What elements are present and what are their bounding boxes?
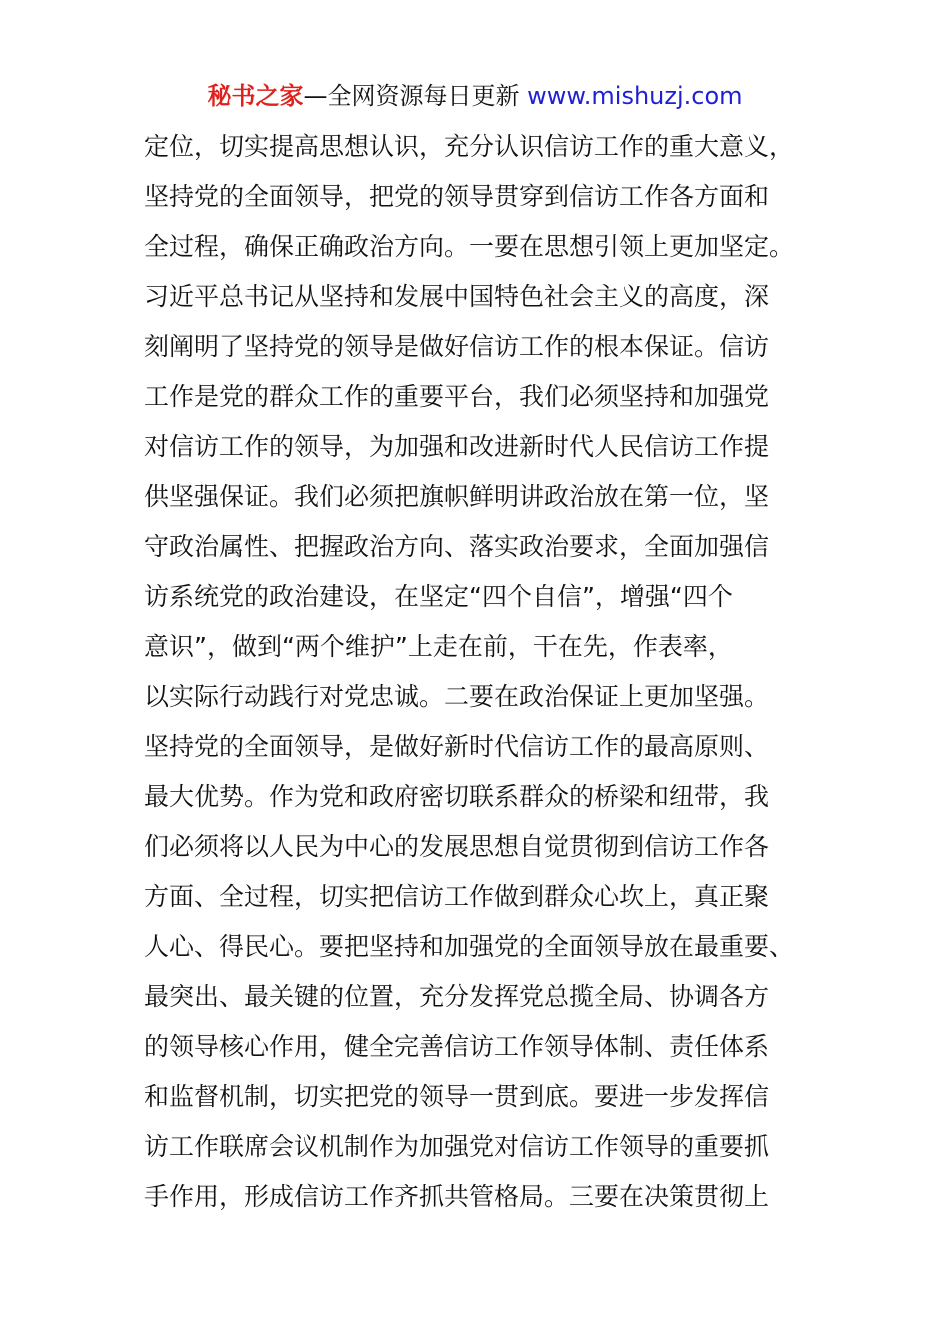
text-line: 坚持党的全面领导，把党的领导贯穿到信访工作各方面和 bbox=[144, 182, 770, 211]
text-line: 习近平总书记从坚持和发展中国特色社会主义的高度，深 bbox=[144, 282, 770, 311]
text-line: 工作是党的群众工作的重要平台，我们必须坚持和加强党 bbox=[144, 382, 770, 411]
text-line: 定位，切实提高思想认识，充分认识信访工作的重大意义， bbox=[144, 132, 795, 161]
text-line: 们必须将以人民为中心的发展思想自觉贯彻到信访工作各 bbox=[144, 832, 770, 861]
text-line: 以实际行动践行对党忠诚。二要在政治保证上更加坚强。 bbox=[144, 682, 770, 711]
text-line: 最突出、最关键的位置，充分发挥党总揽全局、协调各方 bbox=[144, 982, 770, 1011]
text-line: 意识”，做到“两个维护”上走在前，干在先，作表率， bbox=[144, 632, 733, 661]
header-tagline: —全网资源每日更新 bbox=[303, 82, 520, 110]
text-line: 供坚强保证。我们必须把旗帜鲜明讲政治放在第一位，坚 bbox=[144, 482, 770, 511]
text-line: 方面、全过程，切实把信访工作做到群众心坎上，真正聚 bbox=[144, 882, 770, 911]
text-line: 最大优势。作为党和政府密切联系群众的桥梁和纽带，我 bbox=[144, 782, 770, 811]
text-line: 人心、得民心。要把坚持和加强党的全面领导放在最重要、 bbox=[144, 932, 795, 961]
text-line: 手作用，形成信访工作齐抓共管格局。三要在决策贯彻上 bbox=[144, 1182, 770, 1211]
text-line: 访工作联席会议机制作为加强党对信访工作领导的重要抓 bbox=[144, 1132, 770, 1161]
text-line: 的领导核心作用，健全完善信访工作领导体制、责任体系 bbox=[144, 1032, 770, 1061]
page-header bbox=[0, 80, 950, 112]
text-line: 对信访工作的领导，为加强和改进新时代人民信访工作提 bbox=[144, 432, 770, 461]
text-line: 访系统党的政治建设，在坚定“四个自信”，增强“四个 bbox=[144, 582, 733, 611]
site-url-link[interactable]: www.mishuzj.com bbox=[527, 82, 743, 110]
text-line: 守政治属性、把握政治方向、落实政治要求，全面加强信 bbox=[144, 532, 770, 561]
text-line: 坚持党的全面领导，是做好新时代信访工作的最高原则、 bbox=[144, 732, 770, 761]
brand-name: 秘书之家 bbox=[207, 82, 304, 110]
text-line: 刻阐明了坚持党的领导是做好信访工作的根本保证。信访 bbox=[144, 332, 770, 361]
document-body bbox=[144, 122, 824, 1222]
text-line: 和监督机制，切实把党的领导一贯到底。要进一步发挥信 bbox=[144, 1082, 770, 1111]
text-line: 全过程，确保正确政治方向。一要在思想引领上更加坚定。 bbox=[144, 232, 795, 261]
